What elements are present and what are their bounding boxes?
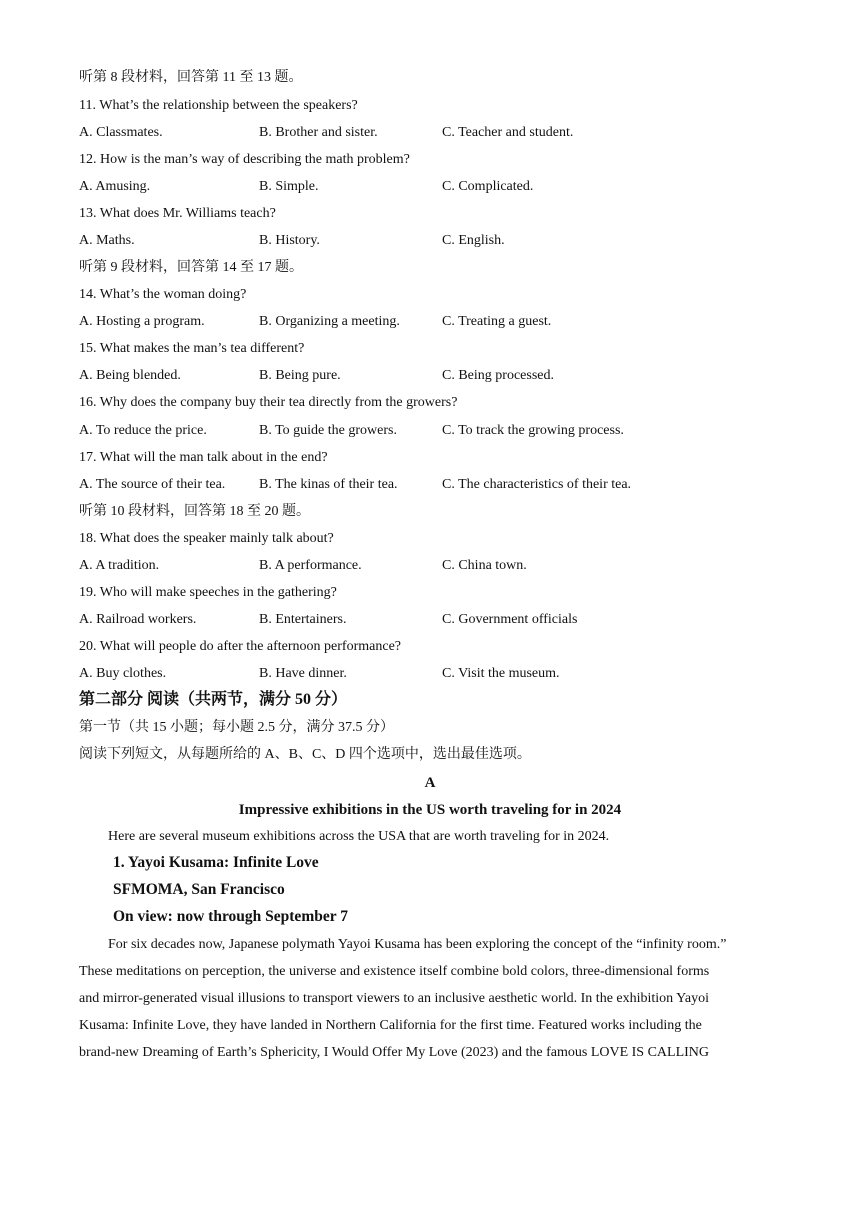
option-a: A. The source of their tea.: [79, 477, 226, 492]
section-info: 第一节（共 15 小题；每小题 2.5 分，满分 37.5 分）: [79, 720, 394, 735]
option-c: C. Government officials: [442, 612, 578, 627]
option-a: A. Amusing.: [79, 179, 151, 194]
option-c: C. Treating a guest.: [442, 314, 552, 329]
option-b: B. Organizing a meeting.: [259, 314, 400, 329]
question-text: 17. What will the man talk about in the end?: [79, 450, 328, 465]
paragraph-line: These meditations on perception, the universe and existence itself combine bold colors, three-dimensional forms: [79, 964, 710, 979]
option-b: B. A performance.: [259, 558, 362, 573]
question-text: 18. What does the speaker mainly talk about?: [79, 531, 334, 546]
option-b: B. Brother and sister.: [259, 125, 378, 140]
option-c: C. To track the growing process.: [442, 423, 624, 438]
passage-title: Impressive exhibitions in the US worth traveling for in 2024: [238, 802, 622, 818]
question-text: 13. What does Mr. Williams teach?: [79, 206, 276, 221]
option-a: A. Classmates.: [79, 125, 163, 140]
section-heading: 听第 8 段材料，回答第 11 至 13 题。: [79, 70, 303, 85]
option-b: B. Have dinner.: [259, 666, 347, 681]
paragraph-line: brand-new Dreaming of Earth’s Sphericity, I Would Offer My Love (2023) and the famous LOVE IS CALLING: [79, 1045, 710, 1060]
question-text: 16. Why does the company buy their tea directly from the growers?: [79, 395, 458, 410]
option-c: C. English.: [442, 233, 505, 248]
option-a: A. Maths.: [79, 233, 135, 248]
exhibition-title: 1. Yayoi Kusama: Infinite Love: [113, 854, 319, 871]
question-text: 15. What makes the man’s tea different?: [79, 341, 305, 356]
question-text: 19. Who will make speeches in the gathering?: [79, 585, 337, 600]
passage-paragraph: [79, 931, 761, 1066]
option-c: C. Being processed.: [442, 368, 554, 383]
option-b: B. The kinas of their tea.: [259, 477, 398, 492]
option-a: A. Buy clothes.: [79, 666, 167, 681]
option-a: A. Being blended.: [79, 368, 181, 383]
part-title: 第二部分 阅读（共两节，满分 50 分）: [79, 691, 348, 708]
option-c: C. Teacher and student.: [442, 125, 574, 140]
question-text: 11. What’s the relationship between the speakers?: [79, 98, 358, 113]
option-c: C. China town.: [442, 558, 527, 573]
option-c: C. Visit the museum.: [442, 666, 560, 681]
question-text: 20. What will people do after the afternoon performance?: [79, 639, 401, 654]
question-text: 12. How is the man’s way of describing the math problem?: [79, 152, 410, 167]
paragraph-line: Kusama: Infinite Love, they have landed in Northern California for the first time. Featured works including the: [79, 1018, 702, 1033]
option-b: B. History.: [259, 233, 320, 248]
section-heading: 听第 10 段材料，回答第 18 至 20 题。: [79, 504, 310, 519]
exhibition-venue: SFMOMA, San Francisco: [113, 881, 285, 898]
option-b: B. Entertainers.: [259, 612, 347, 627]
passage-letter: A: [424, 775, 436, 791]
passage-intro: Here are several museum exhibitions across the USA that are worth traveling for in 2024.: [108, 829, 610, 844]
paragraph-line: and mirror-generated visual illusions to transport viewers to an inclusive aesthetic world. In the exhibition Yayoi: [79, 991, 709, 1006]
option-c: C. Complicated.: [442, 179, 534, 194]
question-text: 14. What’s the woman doing?: [79, 287, 247, 302]
option-a: A. A tradition.: [79, 558, 160, 573]
option-a: A. To reduce the price.: [79, 423, 207, 438]
option-a: A. Hosting a program.: [79, 314, 205, 329]
section-heading: 听第 9 段材料，回答第 14 至 17 题。: [79, 260, 303, 275]
instruction-text: 阅读下列短文，从每题所给的 A、B、C、D 四个选项中，选出最佳选项。: [79, 747, 531, 762]
option-b: B. Being pure.: [259, 368, 341, 383]
option-b: B. Simple.: [259, 179, 319, 194]
option-a: A. Railroad workers.: [79, 612, 197, 627]
option-b: B. To guide the growers.: [259, 423, 397, 438]
option-c: C. The characteristics of their tea.: [442, 477, 632, 492]
exhibition-dates: On view: now through September 7: [113, 908, 348, 925]
paragraph-line: For six decades now, Japanese polymath Yayoi Kusama has been exploring the concept of the “infinity room.”: [108, 937, 727, 952]
